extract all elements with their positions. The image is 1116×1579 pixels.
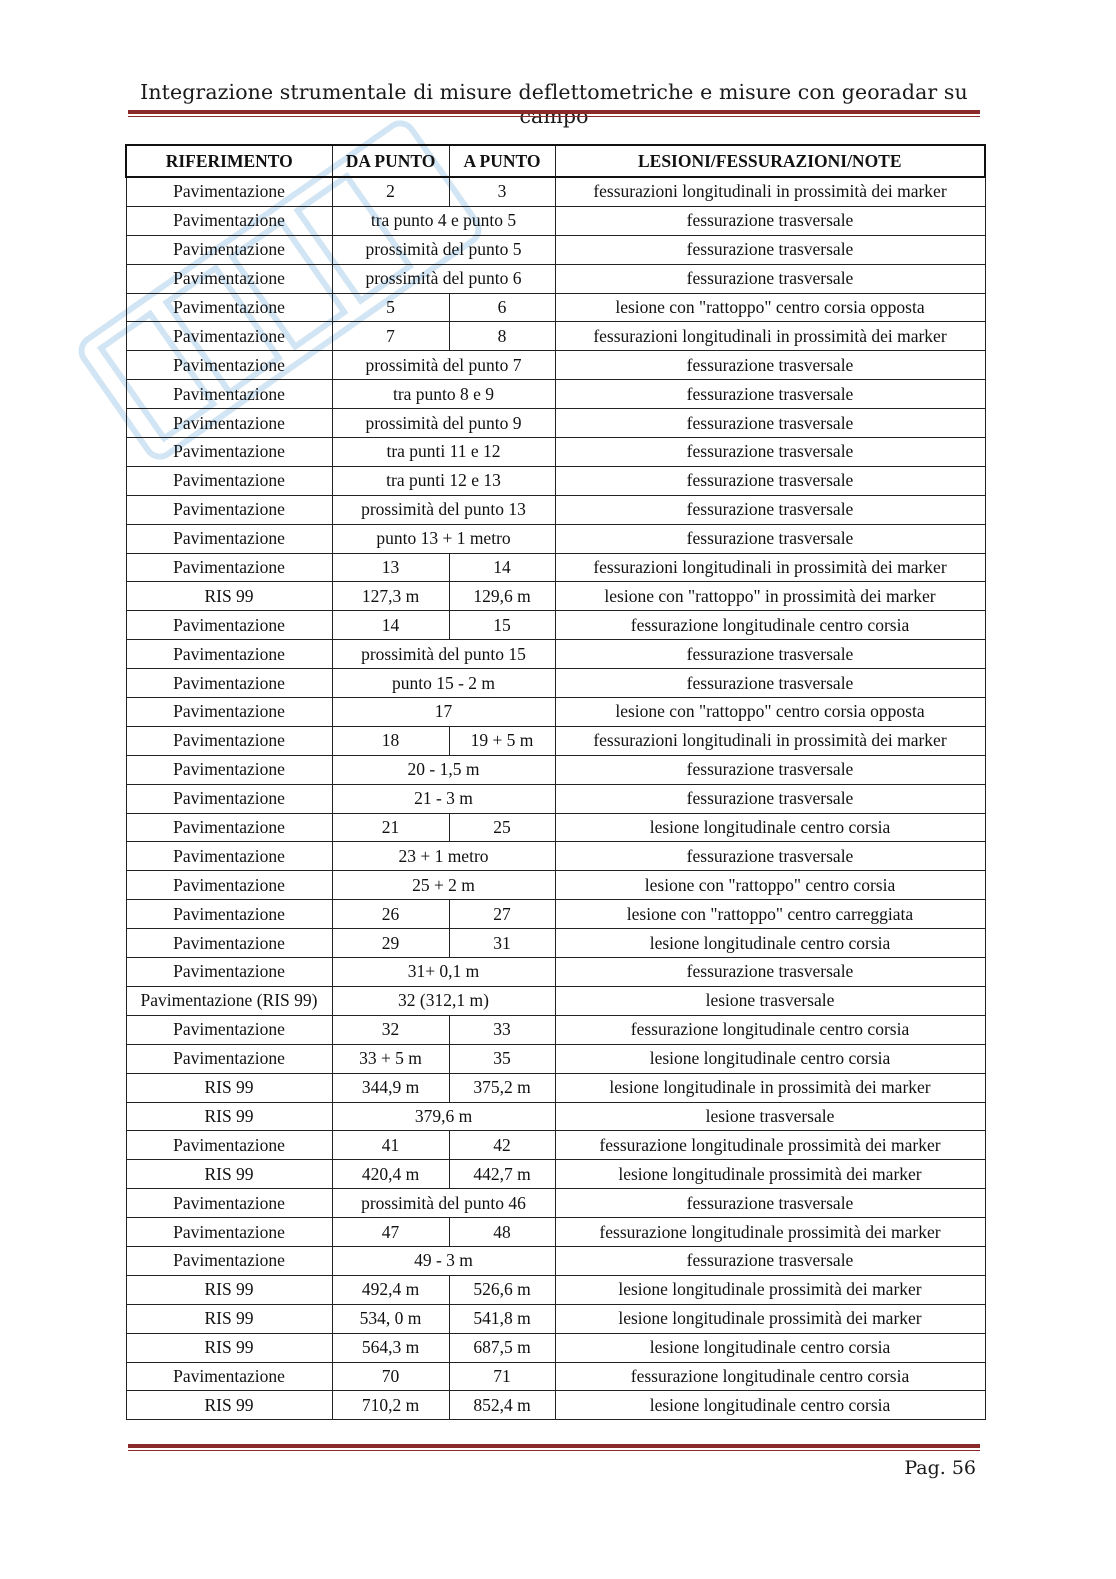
cell-punto: tra punto 4 e punto 5 [332,206,555,235]
cell-punto: prossimità del punto 6 [332,264,555,293]
cell-riferimento: Pavimentazione [126,553,332,582]
cell-note: lesione longitudinale prossimità dei marker [555,1160,985,1189]
cell-a-punto: 27 [449,900,555,929]
cell-note: lesione longitudinale centro corsia [555,1044,985,1073]
cell-a-punto: 19 + 5 m [449,726,555,755]
cell-note: fessurazione trasversale [555,842,985,871]
table-row [126,611,985,640]
header-rule [128,110,980,114]
table-row [126,1044,985,1073]
cell-note: lesione longitudinale prossimità dei marker [555,1275,985,1304]
cell-punto: punto 13 + 1 metro [332,524,555,553]
cell-da-punto: 344,9 m [332,1073,449,1102]
cell-riferimento: Pavimentazione [126,177,332,206]
table-row [126,698,985,727]
table-row [126,380,985,409]
table-row [126,1246,985,1275]
cell-riferimento: Pavimentazione [126,958,332,987]
cell-da-punto: 21 [332,813,449,842]
cell-da-punto: 32 [332,1015,449,1044]
cell-da-punto: 492,4 m [332,1275,449,1304]
cell-riferimento: Pavimentazione [126,1246,332,1275]
cell-punto: 31+ 0,1 m [332,958,555,987]
cell-riferimento: Pavimentazione [126,669,332,698]
table-row [126,466,985,495]
table-row [126,582,985,611]
cell-punto: 23 + 1 metro [332,842,555,871]
cell-riferimento: RIS 99 [126,1073,332,1102]
cell-riferimento: Pavimentazione [126,264,332,293]
cell-a-punto: 6 [449,293,555,322]
table-row [126,293,985,322]
table-row [126,1218,985,1247]
cell-riferimento: Pavimentazione [126,726,332,755]
cell-note: fessurazione trasversale [555,1189,985,1218]
cell-note: fessurazione trasversale [555,235,985,264]
cell-punto: prossimità del punto 5 [332,235,555,264]
cell-da-punto: 7 [332,322,449,351]
cell-a-punto: 33 [449,1015,555,1044]
cell-riferimento: Pavimentazione [126,1362,332,1391]
cell-note: lesione longitudinale centro corsia [555,929,985,958]
table-row [126,1189,985,1218]
cell-riferimento: Pavimentazione [126,1218,332,1247]
cell-riferimento: Pavimentazione [126,495,332,524]
page-header-title: Integrazione strumentale di misure deflettometriche e misure con georadar su [140,80,968,104]
cell-punto: tra punti 11 e 12 [332,438,555,467]
cell-note: fessurazione trasversale [555,380,985,409]
table-row [126,755,985,784]
cell-note: lesione longitudinale in prossimità dei marker [555,1073,985,1102]
cell-riferimento: Pavimentazione [126,235,332,264]
cell-note: fessurazione trasversale [555,206,985,235]
cell-a-punto: 42 [449,1131,555,1160]
cell-note: fessurazione longitudinale centro corsia [555,611,985,640]
cell-riferimento: Pavimentazione [126,698,332,727]
cell-note: fessurazione longitudinale prossimità dei marker [555,1218,985,1247]
table-row [126,1391,985,1420]
cell-punto: 32 (312,1 m) [332,986,555,1015]
cell-punto: tra punto 8 e 9 [332,380,555,409]
column-header-a-punto: A PUNTO [449,145,555,177]
table-row [126,1160,985,1189]
table-row [126,900,985,929]
table-row [126,322,985,351]
table-row [126,409,985,438]
cell-note: lesione con "rattoppo" centro corsia opposta [555,293,985,322]
cell-punto: 17 [332,698,555,727]
cell-note: fessurazione trasversale [555,784,985,813]
cell-riferimento: RIS 99 [126,1102,332,1131]
cell-riferimento: RIS 99 [126,1333,332,1362]
cell-note: fessurazione trasversale [555,264,985,293]
cell-riferimento: RIS 99 [126,1304,332,1333]
cell-riferimento: Pavimentazione [126,1189,332,1218]
table-row [126,524,985,553]
cell-a-punto: 375,2 m [449,1073,555,1102]
table-row [126,351,985,380]
cell-da-punto: 47 [332,1218,449,1247]
footer-rule-thin [128,1450,980,1451]
cell-a-punto: 8 [449,322,555,351]
cell-riferimento: RIS 99 [126,1160,332,1189]
cell-punto: 21 - 3 m [332,784,555,813]
cell-a-punto: 31 [449,929,555,958]
table-row [126,1275,985,1304]
cell-riferimento: Pavimentazione [126,611,332,640]
header-rule-thin [128,116,980,117]
cell-note: fessurazione trasversale [555,438,985,467]
cell-da-punto: 18 [332,726,449,755]
table-row [126,640,985,669]
cell-riferimento: Pavimentazione [126,784,332,813]
cell-riferimento: Pavimentazione [126,900,332,929]
column-header-da-punto: DA PUNTO [332,145,449,177]
cell-a-punto: 852,4 m [449,1391,555,1420]
table-row [126,842,985,871]
cell-riferimento: Pavimentazione [126,1044,332,1073]
cell-punto: 20 - 1,5 m [332,755,555,784]
cell-da-punto: 420,4 m [332,1160,449,1189]
cell-da-punto: 5 [332,293,449,322]
table-row [126,438,985,467]
cell-punto: punto 15 - 2 m [332,669,555,698]
cell-a-punto: 14 [449,553,555,582]
cell-note: fessurazioni longitudinali in prossimità dei marker [555,726,985,755]
cell-da-punto: 29 [332,929,449,958]
cell-a-punto: 35 [449,1044,555,1073]
cell-da-punto: 710,2 m [332,1391,449,1420]
cell-note: fessurazione trasversale [555,640,985,669]
cell-a-punto: 3 [449,177,555,206]
cell-note: lesione trasversale [555,1102,985,1131]
cell-riferimento: Pavimentazione [126,322,332,351]
cell-a-punto: 71 [449,1362,555,1391]
cell-riferimento: Pavimentazione [126,842,332,871]
cell-note: fessurazioni longitudinali in prossimità dei marker [555,322,985,351]
cell-note: lesione con "rattoppo" centro corsia opposta [555,698,985,727]
cell-da-punto: 564,3 m [332,1333,449,1362]
cell-note: fessurazione trasversale [555,351,985,380]
table-row [126,871,985,900]
cell-note: fessurazione trasversale [555,1246,985,1275]
table-row [126,177,985,206]
cell-a-punto: 48 [449,1218,555,1247]
cell-note: fessurazione trasversale [555,409,985,438]
cell-da-punto: 70 [332,1362,449,1391]
cell-riferimento: Pavimentazione [126,640,332,669]
cell-da-punto: 13 [332,553,449,582]
table-row [126,813,985,842]
cell-riferimento: RIS 99 [126,582,332,611]
cell-da-punto: 33 + 5 m [332,1044,449,1073]
table-row [126,1102,985,1131]
cell-punto: prossimità del punto 13 [332,495,555,524]
cell-a-punto: 541,8 m [449,1304,555,1333]
cell-punto: 379,6 m [332,1102,555,1131]
table-row [126,958,985,987]
cell-riferimento: Pavimentazione [126,466,332,495]
cell-note: lesione longitudinale centro corsia [555,813,985,842]
cell-riferimento: Pavimentazione (RIS 99) [126,986,332,1015]
cell-note: fessurazione longitudinale prossimità dei marker [555,1131,985,1160]
cell-a-punto: 442,7 m [449,1160,555,1189]
table-row [126,784,985,813]
table-row [126,986,985,1015]
table-row [126,1333,985,1362]
cell-note: fessurazioni longitudinali in prossimità dei marker [555,177,985,206]
cell-da-punto: 534, 0 m [332,1304,449,1333]
cell-note: fessurazione trasversale [555,466,985,495]
cell-riferimento: Pavimentazione [126,438,332,467]
cell-note: fessurazione trasversale [555,755,985,784]
cell-punto: 25 + 2 m [332,871,555,900]
cell-note: lesione longitudinale centro corsia [555,1391,985,1420]
page-number: Pag. 56 [904,1457,976,1479]
cell-note: lesione con "rattoppo" centro carreggiata [555,900,985,929]
cell-punto: prossimità del punto 46 [332,1189,555,1218]
cell-a-punto: 526,6 m [449,1275,555,1304]
cell-riferimento: Pavimentazione [126,351,332,380]
cell-note: fessurazione trasversale [555,524,985,553]
cell-note: lesione trasversale [555,986,985,1015]
table-row [126,553,985,582]
cell-riferimento: Pavimentazione [126,293,332,322]
column-header-note: LESIONI/FESSURAZIONI/NOTE [555,145,985,177]
cell-riferimento: Pavimentazione [126,524,332,553]
cell-da-punto: 2 [332,177,449,206]
cell-riferimento: Pavimentazione [126,1015,332,1044]
table-header-row [126,145,985,177]
cell-note: lesione longitudinale prossimità dei marker [555,1304,985,1333]
cell-note: lesione longitudinale centro corsia [555,1333,985,1362]
cell-riferimento: Pavimentazione [126,380,332,409]
footer-rule [128,1444,980,1448]
cell-note: fessurazione longitudinale centro corsia [555,1362,985,1391]
cell-note: lesione con "rattoppo" centro corsia [555,871,985,900]
cell-a-punto: 15 [449,611,555,640]
table-row [126,495,985,524]
cell-a-punto: 129,6 m [449,582,555,611]
table-body [126,177,985,1420]
cell-punto: prossimità del punto 15 [332,640,555,669]
cell-note: fessurazione longitudinale centro corsia [555,1015,985,1044]
cell-da-punto: 41 [332,1131,449,1160]
cell-da-punto: 127,3 m [332,582,449,611]
cell-punto: 49 - 3 m [332,1246,555,1275]
table-row [126,929,985,958]
table-row [126,726,985,755]
table-row [126,1362,985,1391]
cell-riferimento: Pavimentazione [126,755,332,784]
cell-riferimento: Pavimentazione [126,1131,332,1160]
cell-note: fessurazioni longitudinali in prossimità dei marker [555,553,985,582]
table-row [126,669,985,698]
column-header-riferimento: RIFERIMENTO [126,145,332,177]
table-row [126,264,985,293]
table-row [126,1131,985,1160]
lesioni-table [125,144,986,1420]
cell-riferimento: Pavimentazione [126,813,332,842]
table-row [126,206,985,235]
cell-note: lesione con "rattoppo" in prossimità dei marker [555,582,985,611]
cell-riferimento: Pavimentazione [126,409,332,438]
cell-punto: tra punti 12 e 13 [332,466,555,495]
table-row [126,1015,985,1044]
cell-punto: prossimità del punto 7 [332,351,555,380]
table-row [126,235,985,264]
table-row [126,1304,985,1333]
cell-punto: prossimità del punto 9 [332,409,555,438]
cell-riferimento: RIS 99 [126,1391,332,1420]
cell-da-punto: 14 [332,611,449,640]
cell-da-punto: 26 [332,900,449,929]
cell-riferimento: RIS 99 [126,1275,332,1304]
cell-a-punto: 687,5 m [449,1333,555,1362]
cell-riferimento: Pavimentazione [126,206,332,235]
cell-note: fessurazione trasversale [555,495,985,524]
cell-note: fessurazione trasversale [555,669,985,698]
cell-note: fessurazione trasversale [555,958,985,987]
cell-riferimento: Pavimentazione [126,929,332,958]
table-row [126,1073,985,1102]
cell-a-punto: 25 [449,813,555,842]
cell-riferimento: Pavimentazione [126,871,332,900]
